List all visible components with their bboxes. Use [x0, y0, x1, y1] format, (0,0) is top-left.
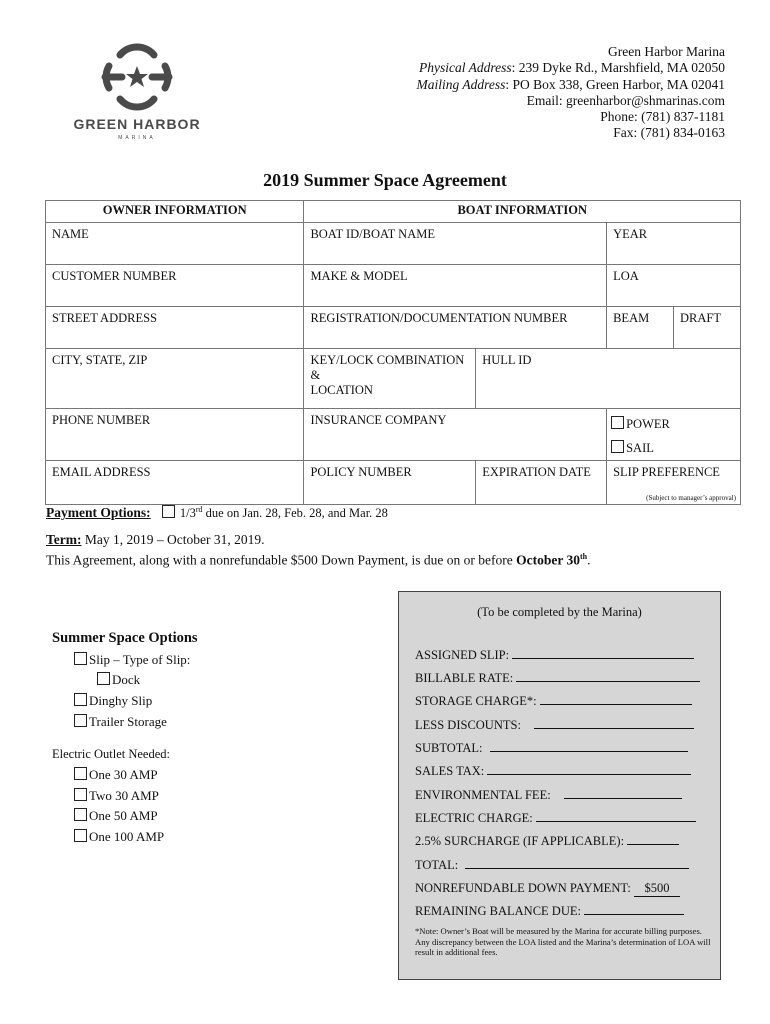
summer-space-options-heading: Summer Space Options	[52, 630, 198, 646]
slip-option[interactable]: Slip – Type of Slip:	[74, 652, 190, 668]
sales-tax-row[interactable]: SALES TAX:	[415, 764, 691, 779]
phone-number-field[interactable]: PHONE NUMBER	[46, 409, 304, 461]
hull-id-field[interactable]: HULL ID	[476, 349, 741, 409]
street-address-field[interactable]: STREET ADDRESS	[46, 307, 304, 349]
marina-box-heading: (To be completed by the Marina)	[477, 605, 642, 619]
term-line: Term: May 1, 2019 – October 31, 2019.	[46, 532, 265, 547]
anchor-star-logo-icon	[72, 42, 202, 112]
boat-id-field[interactable]: BOAT ID/BOAT NAME	[304, 223, 607, 265]
info-table	[45, 200, 741, 505]
remaining-balance-row[interactable]: REMAINING BALANCE DUE:	[415, 904, 684, 919]
owner-info-header: OWNER INFORMATION	[46, 201, 304, 223]
key-lock-field[interactable]: KEY/LOCK COMBINATION & LOCATION	[304, 349, 476, 409]
one-30-amp-checkbox[interactable]	[74, 767, 87, 780]
dinghy-slip-option[interactable]: Dinghy Slip	[74, 693, 152, 709]
slip-preference-field[interactable]: SLIP PREFERENCE (Subject to manager’s approval)	[607, 461, 741, 505]
environmental-fee-row[interactable]: ENVIRONMENTAL FEE:	[415, 788, 682, 803]
one-50-amp-option[interactable]: One 50 AMP	[74, 808, 158, 824]
mailing-address: Mailing Address: PO Box 338, Green Harbor, MA 02041	[416, 76, 725, 92]
power-checkbox[interactable]	[611, 416, 624, 429]
trailer-storage-checkbox[interactable]	[74, 714, 87, 727]
logo	[72, 42, 202, 144]
trailer-storage-option[interactable]: Trailer Storage	[74, 714, 167, 730]
payment-option-checkbox[interactable]	[162, 505, 175, 518]
boat-info-header: BOAT INFORMATION	[304, 201, 741, 223]
dock-checkbox[interactable]	[97, 672, 110, 685]
beam-field[interactable]: BEAM	[607, 307, 674, 349]
company-name: Green Harbor Marina	[608, 44, 725, 59]
phone-line: Phone: (781) 837-1181	[600, 109, 725, 125]
payment-options	[46, 505, 388, 521]
one-30-amp-option[interactable]: One 30 AMP	[74, 767, 158, 783]
two-30-amp-option[interactable]: Two 30 AMP	[74, 788, 159, 804]
electric-charge-row[interactable]: ELECTRIC CHARGE:	[415, 811, 696, 826]
marina-use-box	[398, 591, 721, 980]
one-100-amp-option[interactable]: One 100 AMP	[74, 829, 164, 845]
two-30-amp-checkbox[interactable]	[74, 788, 87, 801]
expiration-date-field[interactable]: EXPIRATION DATE	[476, 461, 607, 505]
policy-number-field[interactable]: POLICY NUMBER	[304, 461, 476, 505]
logo-name: GREEN HARBOR	[73, 116, 201, 132]
surcharge-row[interactable]: 2.5% SURCHARGE (IF APPLICABLE):	[415, 834, 679, 849]
city-state-zip-field[interactable]: CITY, STATE, ZIP	[46, 349, 304, 409]
one-100-amp-checkbox[interactable]	[74, 829, 87, 842]
assigned-slip-row[interactable]: ASSIGNED SLIP:	[415, 648, 694, 663]
insurance-company-field[interactable]: INSURANCE COMPANY	[304, 409, 607, 461]
make-model-field[interactable]: MAKE & MODEL	[304, 265, 607, 307]
boat-type-cell	[607, 409, 741, 461]
one-50-amp-checkbox[interactable]	[74, 808, 87, 821]
electric-outlet-heading: Electric Outlet Needed:	[52, 747, 170, 761]
billable-rate-row[interactable]: BILLABLE RATE:	[415, 671, 700, 686]
email-address-field[interactable]: EMAIL ADDRESS	[46, 461, 304, 505]
registration-field[interactable]: REGISTRATION/DOCUMENTATION NUMBER	[304, 307, 607, 349]
power-option[interactable]: POWER	[611, 416, 736, 432]
year-field[interactable]: YEAR	[607, 223, 741, 265]
dock-option[interactable]: Dock	[97, 672, 140, 688]
storage-charge-row[interactable]: STORAGE CHARGE*:	[415, 694, 692, 709]
sail-option[interactable]: SAIL	[611, 440, 736, 456]
physical-address: Physical Address: 239 Dyke Rd., Marshfield, MA 02050	[419, 60, 725, 76]
subtotal-row[interactable]: SUBTOTAL:	[415, 741, 688, 756]
payment-options-label: Payment Options:	[46, 505, 151, 521]
subject-note: (Subject to manager’s approval)	[646, 494, 736, 502]
marina-note: *Note: Owner’s Boat will be measured by the Marina for accurate billing purposes. Any discrepancy between the LOA listed and the Marina’s determination of LOA will result in additional fees.	[415, 926, 711, 957]
down-payment-value: $500	[634, 881, 680, 897]
page-title: 2019 Summer Space Agreement	[263, 170, 507, 190]
dinghy-slip-checkbox[interactable]	[74, 693, 87, 706]
address-block	[417, 44, 725, 142]
customer-number-field[interactable]: CUSTOMER NUMBER	[46, 265, 304, 307]
fax-line: Fax: (781) 834-0163	[613, 125, 725, 141]
logo-subtitle: MARINA	[118, 135, 156, 141]
total-row[interactable]: TOTAL:	[415, 858, 689, 873]
sail-checkbox[interactable]	[611, 440, 624, 453]
agreement-line: This Agreement, along with a nonrefundable $500 Down Payment, is due on or before October 30th.	[46, 552, 591, 568]
less-discounts-row[interactable]: LESS DISCOUNTS:	[415, 718, 694, 733]
loa-field[interactable]: LOA	[607, 265, 741, 307]
draft-field[interactable]: DRAFT	[674, 307, 741, 349]
email-line: Email: greenharbor@shmarinas.com	[526, 92, 725, 108]
down-payment-row[interactable]: NONREFUNDABLE DOWN PAYMENT: $500	[415, 881, 680, 897]
slip-checkbox[interactable]	[74, 652, 87, 665]
payment-option-text: 1/3rd due on Jan. 28, Feb. 28, and Mar. 28	[179, 505, 388, 521]
name-field[interactable]: NAME	[46, 223, 304, 265]
